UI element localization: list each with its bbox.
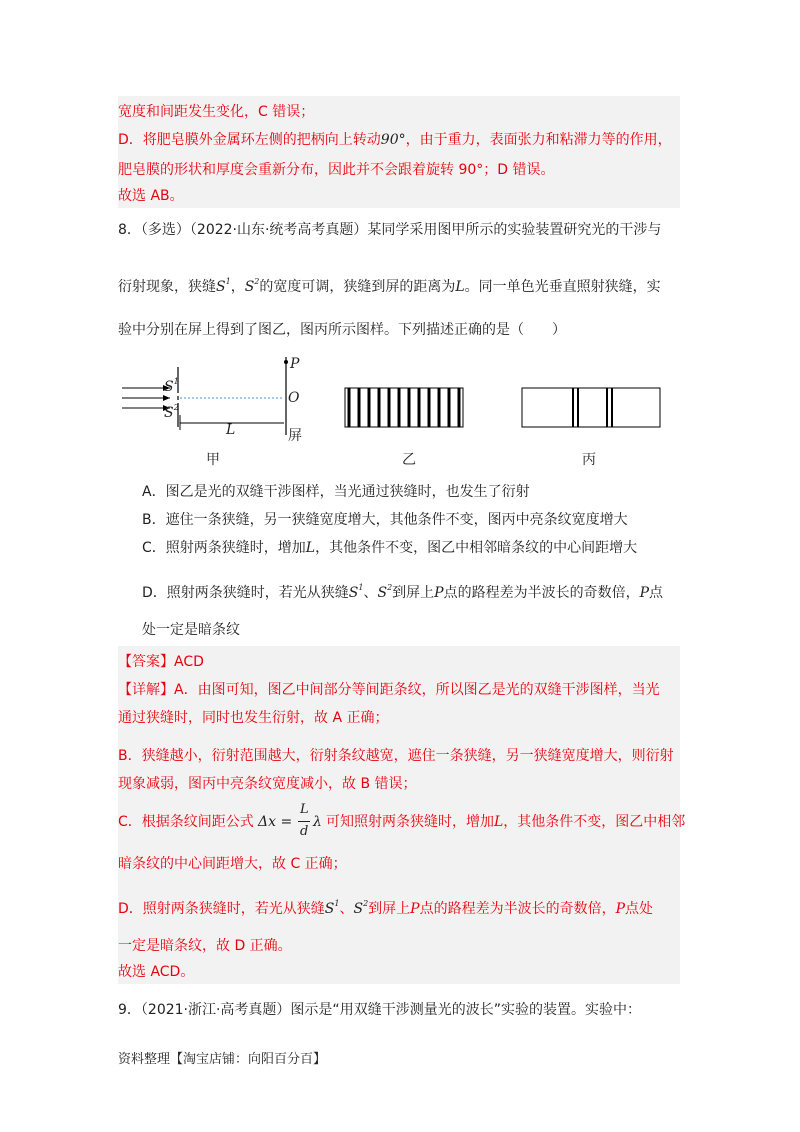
detail-a2: 通过狭缝时，同时也发生衍射，故 A 正确； [118, 710, 389, 726]
figure-yi-fringe [388, 388, 391, 427]
figure-yi-fringe [368, 388, 371, 427]
figure-yi-fringe [358, 388, 361, 427]
q8-line3: 验中分别在屏上得到了图乙，图丙所示图样。下列描述正确的是（ ） [118, 322, 566, 338]
figure-yi-fringe [378, 388, 381, 427]
detail-a1: 【详解】A．由图可知，图乙中间部分等间距条纹，所以图乙是光的双缝干涉图样，当光 [118, 682, 660, 698]
detail-d1: D．照射两条狭缝时，若光从狭缝$S^1$、$S^2$到屏上P点的路程差为半波长的奇数倍，P点处 [118, 899, 653, 917]
q8-line2c: 。同一单色光垂直照射狭缝，实 [464, 279, 661, 295]
formula-dx: Δx = [258, 814, 293, 830]
box1-line1: 宽度和间距发生变化，C 错误； [118, 104, 315, 120]
figure-yi-fringe [428, 388, 431, 427]
formula-num: L [300, 802, 309, 817]
q8-line2a: 衍射现象，狭缝 [118, 279, 216, 295]
q9-line1: 9．（2021·浙江·高考真题）图示是“用双缝干涉测量光的波长”实验的装置。实验中： [118, 1002, 641, 1018]
fig-label-S1: $S^1$ [164, 377, 179, 395]
q8-line2b: 的宽度可调，狭缝到屏的距离为 [259, 279, 456, 295]
formula-den: d [300, 824, 309, 839]
box1-line2b: ，由于重力，表面张力和粘滞力等的作用， [405, 132, 672, 148]
option-a: A．图乙是光的双缝干涉图样，当光通过狭缝时，也发生了衍射 [142, 484, 530, 500]
figure-apparatus [0, 345, 800, 465]
figure-yi-fringe [448, 388, 451, 427]
figure-jia [122, 357, 288, 435]
formula-lambda: λ [313, 814, 322, 830]
fig-label-L: L [226, 422, 236, 438]
q8-line1: 8．（多选）（2022·山东·统考高考真题）某同学采用图甲所示的实验装置研究光的干涉与 [118, 222, 662, 238]
box1-line2a: D．将肥皂膜外金属环左侧的把柄向上转动 [118, 132, 381, 148]
detail-d2: 一定是暗条纹，故 D 正确。 [118, 938, 292, 954]
fig-label-jia: 甲 [206, 452, 220, 468]
q8-L: L [455, 279, 465, 295]
fig-label-S2: $S^2$ [164, 403, 179, 421]
detail-b1: B．狭缝越小，衍射范围越大，衍射条纹越宽，遮住一条狭缝，另一狭缝宽度增大，则衍射 [118, 748, 674, 764]
fig-label-screen: 屏 [288, 428, 302, 444]
q8-comma: ， [230, 279, 245, 295]
figure-yi-fringe [398, 388, 401, 427]
figure-yi-frame [345, 388, 463, 427]
fig-label-O: O [288, 390, 300, 406]
option-c: C．照射两条狭缝时，增加L，其他条件不变，图乙中相邻暗条纹的中心间距增大 [142, 540, 638, 556]
figure-yi-fringe [458, 388, 461, 427]
detail-c1a: C．根据条纹间距公式 [118, 814, 254, 830]
figure-yi-fringe [438, 388, 441, 427]
option-d: D．照射两条狭缝时，若光从狭缝$S^1$、$S^2$到屏上P点的路程差为半波长的奇数倍，P点 [142, 583, 663, 601]
detail-c2: 暗条纹的中心间距增大，故 C 正确； [118, 856, 347, 872]
figure-bing [522, 388, 660, 427]
detail-final: 故选 ACD。 [118, 964, 195, 980]
option-d-line2: 处一定是暗条纹 [142, 622, 240, 638]
option-b: B．遮住一条狭缝，另一狭缝宽度增大，其他条件不变，图丙中亮条纹宽度增大 [142, 512, 628, 528]
footer-source: 资料整理【淘宝店铺：向阳百分百】 [118, 1052, 327, 1067]
figure-yi-fringe [418, 388, 421, 427]
fig-label-P: P [290, 356, 300, 372]
figure-yi [345, 388, 463, 427]
box1-line3: 肥皂膜的形状和厚度会重新分布，因此并不会跟着旋转 90°；D 错误。 [118, 162, 555, 178]
fig-label-yi: 乙 [402, 452, 416, 468]
box1-deg: 90° [380, 132, 406, 148]
box1-line4: 故选 AB。 [118, 188, 184, 204]
answer-line: 【答案】ACD [118, 654, 204, 670]
detail-b2: 现象减弱，图丙中亮条纹宽度减小，故 B 错误； [118, 776, 417, 792]
q8-s2: $S^2$ [244, 277, 260, 295]
fig-label-bing: 丙 [582, 452, 596, 468]
figure-yi-fringe [348, 388, 351, 427]
figure-yi-fringe [408, 388, 411, 427]
detail-c1b: 可知照射两条狭缝时，增加L，其他条件不变，图乙中相邻 [326, 814, 686, 830]
q8-s1: $S^1$ [216, 277, 231, 295]
box1-line2 [118, 130, 672, 150]
q8-line2 [118, 272, 661, 297]
